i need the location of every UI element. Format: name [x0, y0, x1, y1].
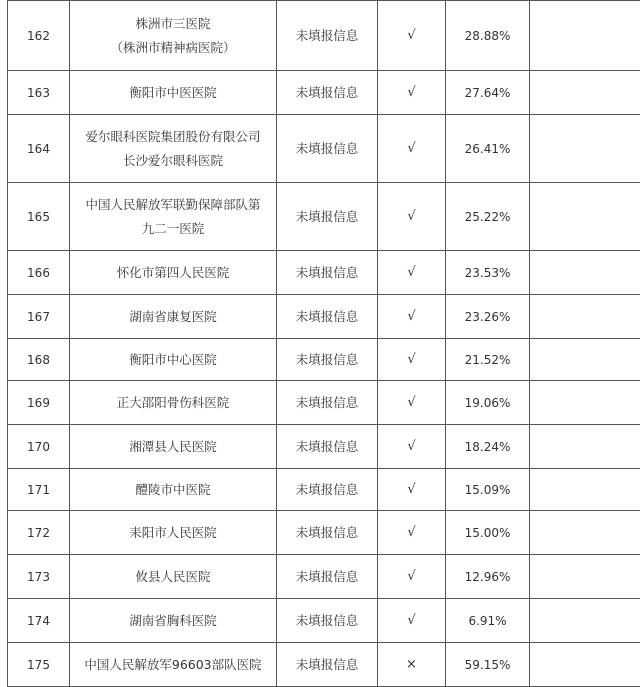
status-cell: 未填报信息 — [277, 71, 378, 115]
percentage-cell: 25.22% — [446, 183, 530, 251]
table-row — [8, 1, 640, 71]
row-number-cell: 164 — [8, 115, 70, 183]
check-mark-cell: √ — [378, 183, 446, 251]
empty-cell — [530, 339, 640, 381]
check-mark-cell: √ — [378, 511, 446, 555]
hospital-name-line: 攸县人民医院 — [74, 565, 272, 589]
row-number-cell: 165 — [8, 183, 70, 251]
hospital-name-line: 九二一医院 — [74, 217, 272, 241]
table-row — [8, 643, 640, 687]
row-number-cell: 166 — [8, 251, 70, 295]
hospital-name-cell — [70, 339, 277, 381]
empty-cell — [530, 511, 640, 555]
hospital-name-line: 衡阳市中医医院 — [74, 81, 272, 105]
percentage-cell: 12.96% — [446, 555, 530, 599]
percentage-cell: 59.15% — [446, 643, 530, 687]
hospital-name-line: 株洲市三医院 — [74, 12, 272, 36]
status-cell: 未填报信息 — [277, 511, 378, 555]
check-mark-cell: √ — [378, 115, 446, 183]
empty-cell — [530, 1, 640, 71]
hospital-name-cell — [70, 469, 277, 511]
table-row — [8, 71, 640, 115]
table-row — [8, 339, 640, 381]
row-number-cell: 167 — [8, 295, 70, 339]
status-cell: 未填报信息 — [277, 1, 378, 71]
check-mark-cell: √ — [378, 469, 446, 511]
status-cell: 未填报信息 — [277, 295, 378, 339]
check-mark-cell: × — [378, 643, 446, 687]
hospital-name-cell — [70, 183, 277, 251]
percentage-cell: 15.00% — [446, 511, 530, 555]
hospital-name-line: 湘潭县人民医院 — [74, 435, 272, 459]
row-number-cell: 173 — [8, 555, 70, 599]
row-number-cell: 170 — [8, 425, 70, 469]
check-mark-cell: √ — [378, 339, 446, 381]
hospital-name-cell — [70, 71, 277, 115]
table-row — [8, 469, 640, 511]
percentage-cell: 26.41% — [446, 115, 530, 183]
hospital-table — [7, 0, 640, 687]
hospital-name-cell — [70, 295, 277, 339]
hospital-name-line: 爱尔眼科医院集团股份有限公司 — [74, 125, 272, 149]
table-row — [8, 381, 640, 425]
row-number-cell: 168 — [8, 339, 70, 381]
hospital-name-line: 耒阳市人民医院 — [74, 521, 272, 545]
hospital-name-cell — [70, 555, 277, 599]
status-cell: 未填报信息 — [277, 469, 378, 511]
hospital-name-line: 中国人民解放军96603部队医院 — [74, 653, 272, 677]
row-number-cell: 175 — [8, 643, 70, 687]
hospital-name-line: 正大邵阳骨伤科医院 — [74, 391, 272, 415]
empty-cell — [530, 381, 640, 425]
empty-cell — [530, 183, 640, 251]
check-mark-cell: √ — [378, 381, 446, 425]
hospital-name-line: 中国人民解放军联勤保障部队第 — [74, 193, 272, 217]
check-mark-cell: √ — [378, 1, 446, 71]
check-mark-cell: √ — [378, 555, 446, 599]
status-cell: 未填报信息 — [277, 599, 378, 643]
hospital-name-line: 衡阳市中心医院 — [74, 348, 272, 372]
percentage-cell: 27.64% — [446, 71, 530, 115]
percentage-cell: 6.91% — [446, 599, 530, 643]
empty-cell — [530, 251, 640, 295]
check-mark-cell: √ — [378, 295, 446, 339]
table-row — [8, 555, 640, 599]
table-body — [8, 1, 640, 687]
table-row — [8, 295, 640, 339]
empty-cell — [530, 599, 640, 643]
hospital-name-line: 湖南省胸科医院 — [74, 609, 272, 633]
hospital-name-line: 醴陵市中医院 — [74, 478, 272, 502]
table-row — [8, 251, 640, 295]
empty-cell — [530, 425, 640, 469]
hospital-name-cell — [70, 643, 277, 687]
percentage-cell: 21.52% — [446, 339, 530, 381]
row-number-cell: 174 — [8, 599, 70, 643]
empty-cell — [530, 295, 640, 339]
row-number-cell: 169 — [8, 381, 70, 425]
check-mark-cell: √ — [378, 425, 446, 469]
hospital-name-cell — [70, 251, 277, 295]
empty-cell — [530, 555, 640, 599]
check-mark-cell: √ — [378, 251, 446, 295]
hospital-name-line: 湖南省康复医院 — [74, 305, 272, 329]
percentage-cell: 15.09% — [446, 469, 530, 511]
row-number-cell: 171 — [8, 469, 70, 511]
status-cell: 未填报信息 — [277, 183, 378, 251]
percentage-cell: 28.88% — [446, 1, 530, 71]
percentage-cell: 19.06% — [446, 381, 530, 425]
table-row — [8, 115, 640, 183]
hospital-name-cell — [70, 115, 277, 183]
hospital-name-line: 长沙爱尔眼科医院 — [74, 149, 272, 173]
status-cell: 未填报信息 — [277, 555, 378, 599]
table-row — [8, 183, 640, 251]
status-cell: 未填报信息 — [277, 339, 378, 381]
status-cell: 未填报信息 — [277, 381, 378, 425]
empty-cell — [530, 71, 640, 115]
hospital-name-line: 怀化市第四人民医院 — [74, 261, 272, 285]
hospital-name-cell — [70, 381, 277, 425]
hospital-name-cell — [70, 599, 277, 643]
hospital-name-cell — [70, 425, 277, 469]
check-mark-cell: √ — [378, 599, 446, 643]
status-cell: 未填报信息 — [277, 251, 378, 295]
status-cell: 未填报信息 — [277, 115, 378, 183]
percentage-cell: 23.26% — [446, 295, 530, 339]
hospital-name-cell — [70, 1, 277, 71]
empty-cell — [530, 469, 640, 511]
row-number-cell: 172 — [8, 511, 70, 555]
status-cell: 未填报信息 — [277, 643, 378, 687]
table-row — [8, 511, 640, 555]
table-row — [8, 425, 640, 469]
row-number-cell: 163 — [8, 71, 70, 115]
hospital-name-line: （株洲市精神病医院） — [74, 36, 272, 60]
hospital-name-cell — [70, 511, 277, 555]
percentage-cell: 23.53% — [446, 251, 530, 295]
empty-cell — [530, 643, 640, 687]
row-number-cell: 162 — [8, 1, 70, 71]
status-cell: 未填报信息 — [277, 425, 378, 469]
table-row — [8, 599, 640, 643]
check-mark-cell: √ — [378, 71, 446, 115]
empty-cell — [530, 115, 640, 183]
percentage-cell: 18.24% — [446, 425, 530, 469]
